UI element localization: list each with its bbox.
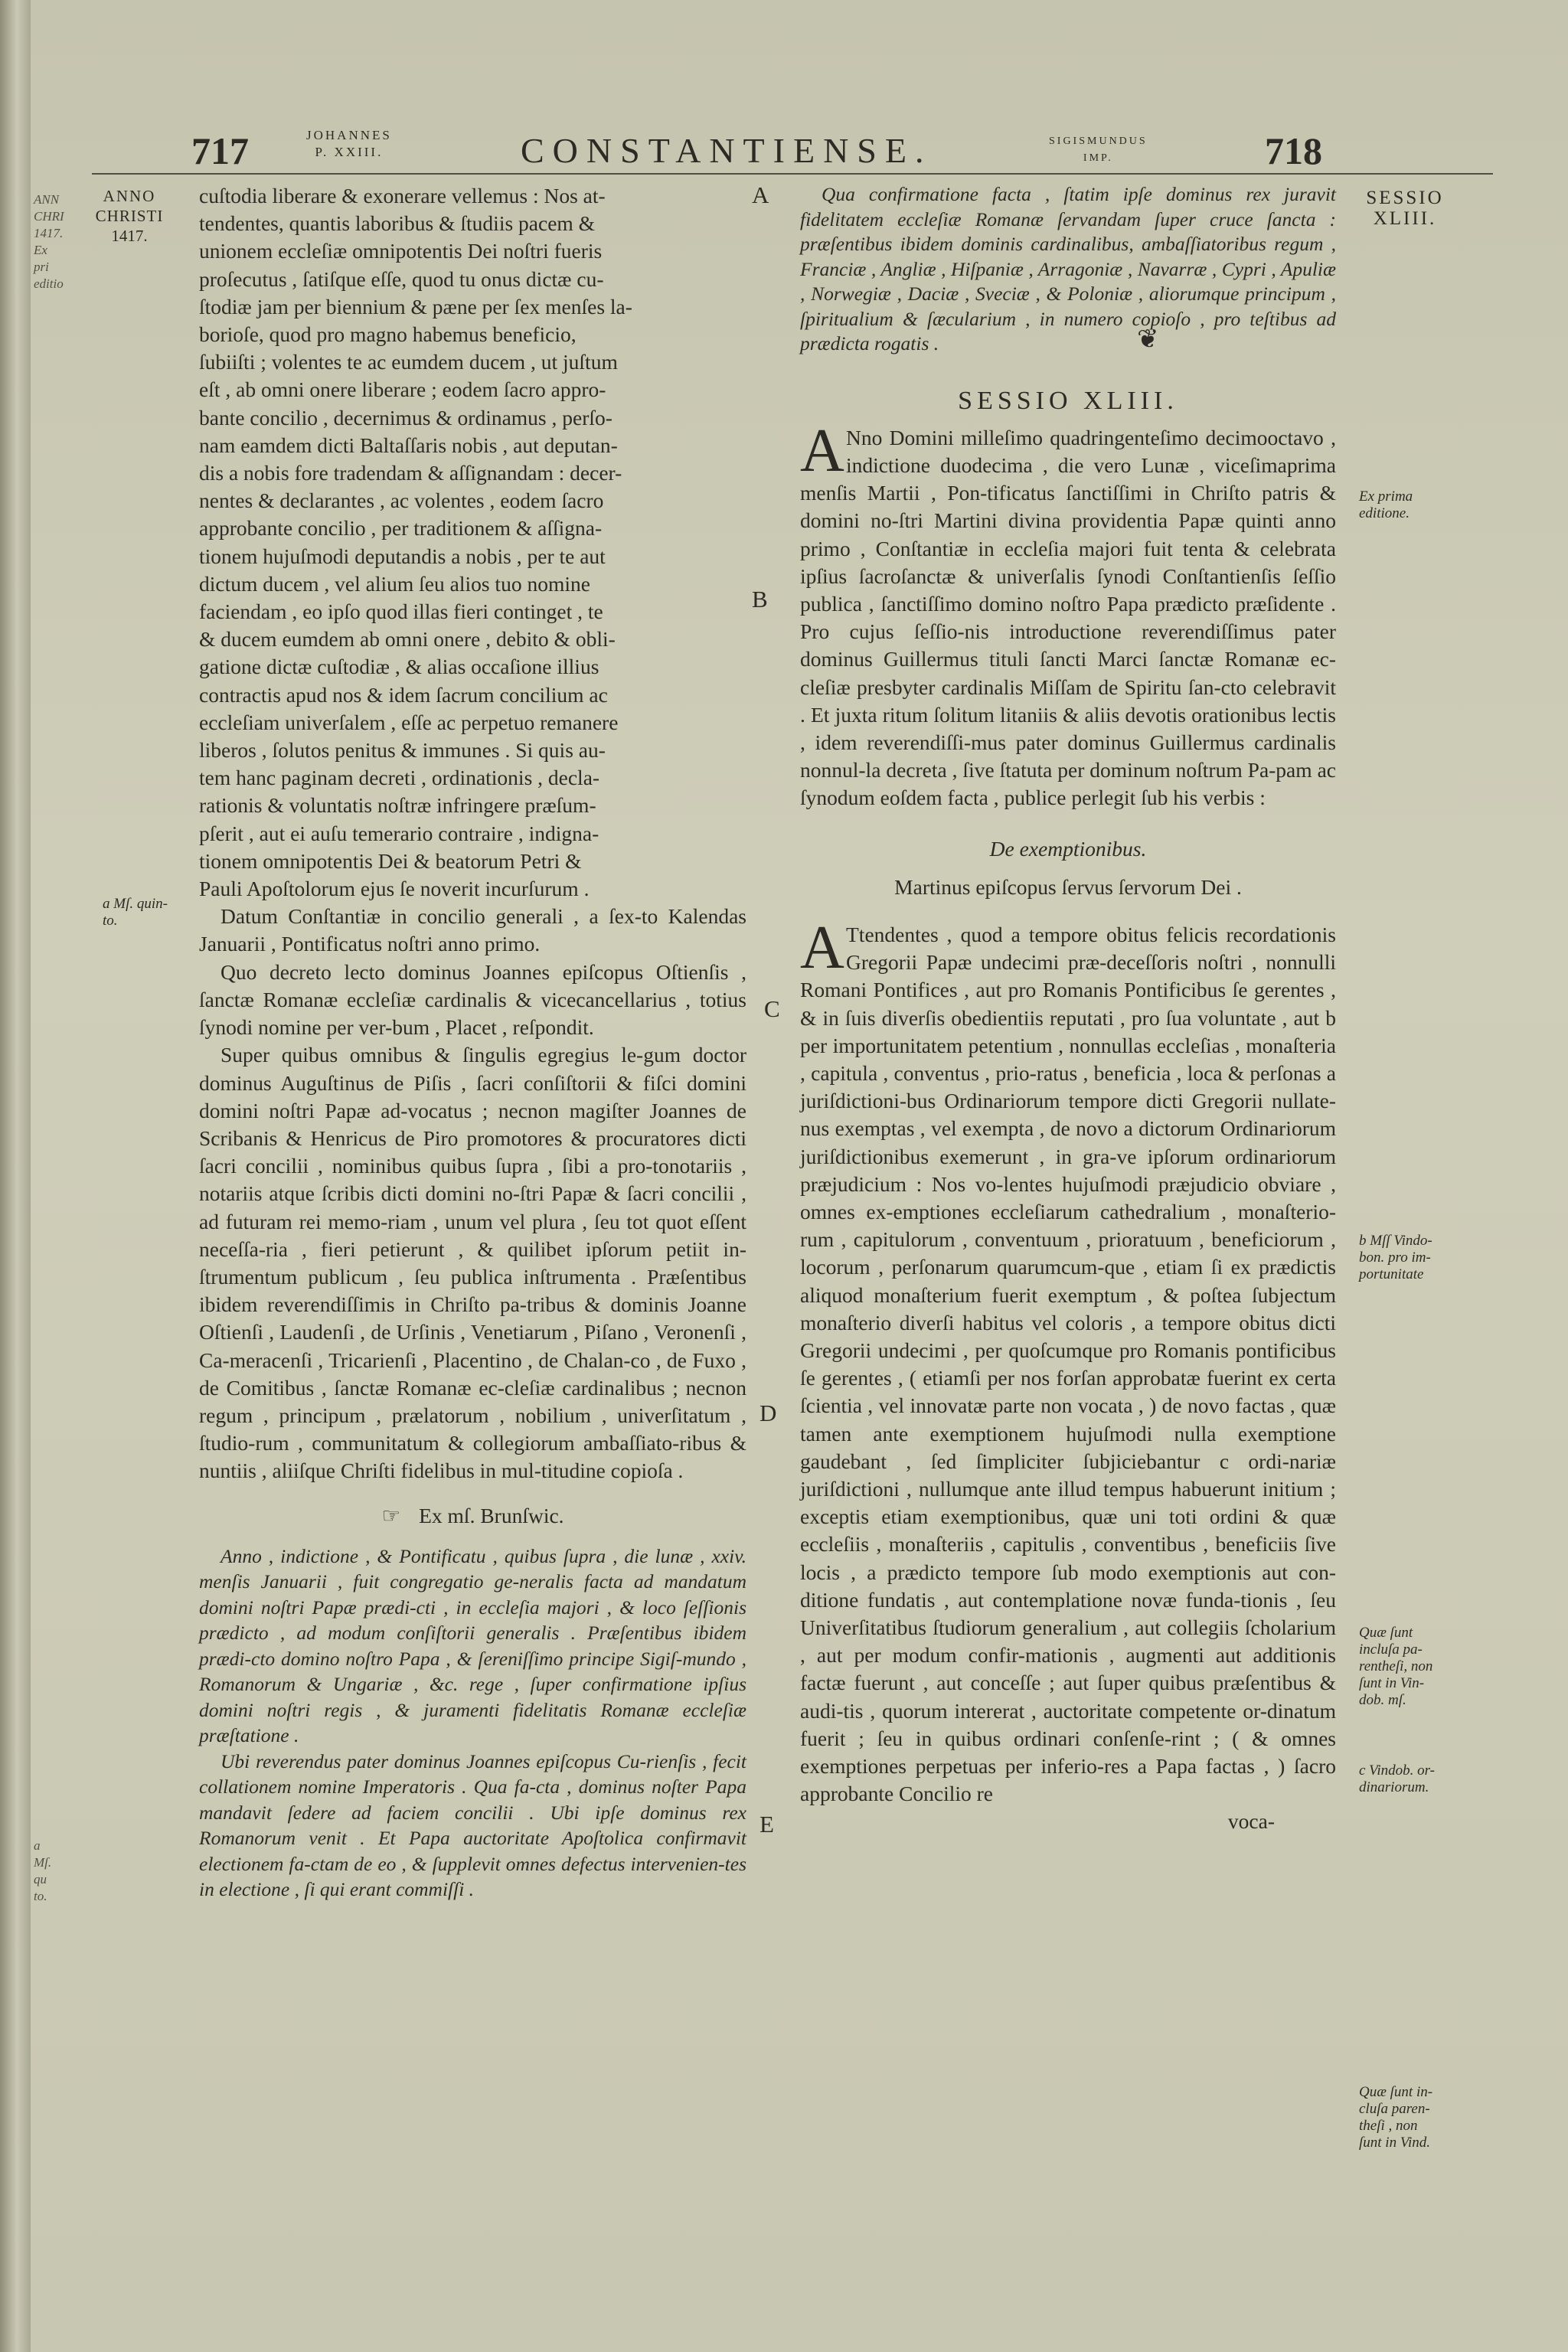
anno-christi-label: ANNO CHRISTI 1417. xyxy=(95,187,164,245)
running-header xyxy=(31,115,1568,172)
ex-ms-paragraph-1: Anno , indictione , & Pontificatu , quibus ſupra , die lunæ , xxiv. menſis Januarii , fuit congregatio ge-neralis facta ad mandatum domini noſtri Papæ prædi-cti , in eccleſia majori , & loco ſeſſionis prædicto , ad modum conſiſtorii generalis . Præſentibus ibidem prædi-cto domino noſtro Papa , & ſereniſſimo principe Sigiſ-mundo , Romanorum & Ungariæ , &c. rege , ſuper confirmatione ipſius domini noſtri regis , & juramenti fidelitatis Romanæ eccleſiæ præſtatione . xyxy=(199,1544,746,1747)
section-letter-c: C xyxy=(764,995,780,1022)
text-line: & ducem eumdem ab omni onere , debito & obli- xyxy=(199,627,616,652)
text-line: tem hanc paginam decreti , ordinationis , decla- xyxy=(199,766,600,790)
drop-cap: A xyxy=(800,913,844,982)
left-heading: JOHANNES P. XXIII. xyxy=(306,128,392,159)
confirmatione-paragraph: Qua confirmatione facta , ſtatim ipſe dominus rex juravit fidelitatem eccleſiæ Romanæ ſervandam ſuper cruce ſancta : præſentibus ibidem dominis cardinalibus, ambaſſiatoribus regum , Franciæ , Angliæ , Hiſpaniæ , Arragoniæ , Navarræ , Cypri , Apuliæ , Norwegiæ , Daciæ , Sveciæ , & Poloniæ , aliorumque principum , ſpiritualium & ſæcularium , in numero copioſo , pro teſtibus ad prædicta rogatis . xyxy=(800,183,1336,354)
text-line: liberos , ſolutos penitus & immunes . Si quis au- xyxy=(199,738,606,763)
text-line: unionem eccleſiæ omnipotentis Dei noſtri fueris xyxy=(199,239,603,263)
text-line: rationis & voluntatis noſtræ infringere præſum- xyxy=(199,793,596,818)
text-line: tionem omnipotentis Dei & beatorum Petri & xyxy=(199,848,582,873)
pointing-hand-icon: ☞ xyxy=(381,1503,401,1527)
header-rule xyxy=(92,173,1493,175)
text-line: dictum ducem , vel alium ſeu alios tuo nomine xyxy=(199,571,590,596)
de-exemptionibus-heading: De exemptionibus. xyxy=(989,836,1147,861)
sessio-paragraph: A Nno Domini milleſimo quadringenteſimo decimooctavo , indictione duodecima , die vero Lunæ , viceſimaprima menſis Martii , Pon-tificatus ſanctiſſimi in Chriſto patris & domini no-ſtri Martini divina providentia Papæ quinti anno primo , Conſtantiæ in eccleſia majori fuit tenta & celebrata ipſius ſacroſanctæ & univerſalis ſynodi Conſtantienſis ſeſſio publica , ſanctiſſimo domino noſtro Papa prædicto præſidente . Pro cujus ſeſſio-nis introductione reverendiſſimus pater dominus Guillermus tituli ſancti Marci ſanctæ Romanæ ec-cleſiæ presbyter cardinalis Miſſam de Spiritu ſan-cto celebravit . Et juxta ritum ſolitum litaniis & aliis devotis orationibus lectis , idem reverendiſſi-mus pater dominus Guillermus cardinalis nonnul-la decreta , ſive ſtatuta per dominum noſtrum Pa-pam ac ſynodum eoſdem facta , publice perlegit ſub his verbis : xyxy=(800,416,1336,810)
text-line: cuſtodia liberare & exonerare vellemus : Nos at- xyxy=(199,184,606,207)
text-line: ſtodiæ jam per biennium & pæne per ſex menſes la- xyxy=(199,294,632,318)
facing-page-fragment-top: ANN CHRI 1417. Ex pri editio xyxy=(34,192,64,291)
book-spine-shadow xyxy=(0,0,31,2352)
drop-cap: A xyxy=(800,416,844,485)
text-line: eccleſiam univerſalem , eſſe ac perpetuo remanere xyxy=(199,710,619,734)
quo-decreto-paragraph: Quo decreto lecto dominus Joannes epiſcopus Oſtienſis , ſanctæ Romanæ eccleſiæ cardinalis & vicecancellarius , totius ſynodi nomine per ver-bum , Placet , reſpondit. xyxy=(199,959,746,1040)
right-page-number: 718 xyxy=(1265,129,1322,172)
text-line: dis a nobis fore tradendam & aſſignandam : decer- xyxy=(199,461,622,485)
super-quibus-paragraph: Super quibus omnibus & ſingulis egregius le-gum doctor dominus Auguſtinus de Piſis , ſacri conſiſtorii & fiſci domini domini noſtri Papæ ad-vocatus ; necnon magiſter Joannes de Scribanis & Henricus de Piro promotores & procuratores dicti ſacri concilii , nominibus quibus ſupra , ſibi a pro-tonotariis , notariis atque ſcribis dicti domini no-ſtri Papæ & ſacri concilii , ad futuram rei memo-riam , unum vel plura , ſeu tot quot eſſent neceſſa-ria , fieri petierunt , & quilibet ipſorum petiit in-ſtrumentum publicum , ſeu publica inſtrumenta . Præſentibus ibidem reverendiſſimis in Chriſto pa-tribus & dominis Joanne Oſtienſi , Laudenſi , de Urſinis , Venetiarum , Piſano , Veronenſi , Ca-meracenſi , Tricarienſi , Placentino , de Chalan-co , de Fuxo , de Comitibus , ſanctæ Romanæ ec-cleſiæ cardinalibus ; necnon regum , principum , prælatorum , nobilium , univerſitatum , ſtudio-rum , communitatum & collegiorum ambaſſiato-ribus & nuntiis , aliiſque Chriſti fidelibus in mul-titudine copioſa . xyxy=(199,1043,746,1483)
margin-note-quae-sunt-1: Quæ ſunt incluſa pa- rentheſi, non ſunt in Vin- dob. mſ. xyxy=(1359,1625,1433,1708)
section-letter-e: E xyxy=(760,1811,774,1838)
text-line: faciendam , eo ipſo quod illas fieri continget , te xyxy=(199,599,603,624)
text-line: ſubiiſti ; volentes te ac eumdem ducem , ut juſtum xyxy=(199,350,618,374)
text-line: nam eamdem dicti Baltaſſaris nobis , aut deputan- xyxy=(199,433,618,457)
text-line: tionem hujuſmodi deputandis a nobis , per te aut xyxy=(199,544,606,568)
decree-text xyxy=(199,182,746,903)
margin-note-quae-sunt-2: Quæ ſunt in- cluſa paren- theſi , non ſunt in Vind. xyxy=(1359,2084,1433,2151)
text-line: contractis apud nos & idem ſacrum concilium ac xyxy=(199,682,608,707)
section-letter-b: B xyxy=(752,586,768,612)
margin-note-c: c Vindob. or- dinariorum. xyxy=(1359,1762,1435,1795)
ex-ms-paragraph-2: Ubi reverendus pater dominus Joannes epiſcopus Cu-rienſis , fecit collationem nomine Imperatoris . Qua fa-cta , dominus noſter Papa mandavit ſedere ad faciem concilii . Ubi ipſe dominus rex Romanorum venit . Et Papa auctoritate Apoſtolica confirmavit electionem fa-ctam de eo , & ſupplevit omnes defectus intervenien-tes in electione , ſi qui erant commiſſi . xyxy=(199,1749,746,1901)
section-letter-a: A xyxy=(752,181,769,208)
sessio-heading: SESSIO XLIII. xyxy=(958,386,1178,415)
right-heading: SIGISMUNDUS IMP. xyxy=(1049,136,1148,164)
datum-paragraph: Datum Conſtantiæ in concilio generali , a ſex-to Kalendas Januarii , Pontificatus noſtri anno primo. xyxy=(199,904,746,956)
text-line: bante concilio , decernimus & ordinamus , perſo- xyxy=(199,405,612,430)
margin-note-a: a Mſ. quin- to. xyxy=(103,896,168,929)
text-line: nentes & declarantes , ac volentes , eodem ſacro xyxy=(199,488,604,513)
left-column xyxy=(199,182,746,1903)
margin-note-b: b Mſſ Vindo- bon. pro im- portunitate xyxy=(1359,1233,1432,1282)
catchword: voca- xyxy=(1227,1809,1275,1834)
text-line: gatione dictæ cuſtodiæ , & alias occaſione illius xyxy=(199,655,599,679)
text-line: tendentes, quantis laboribus & ſtudiis pacem & xyxy=(199,211,596,236)
text-line: proſecutus , ſatiſque eſſe, quod tu onus dictæ cu- xyxy=(199,266,604,291)
margin-note-ex-prima: Ex prima editione. xyxy=(1359,488,1413,521)
left-page-number: 717 xyxy=(191,129,249,172)
facing-page-fragment-bottom: a Mſ. qu to. xyxy=(34,1838,52,1903)
attendentes-paragraph: A Ttendentes , quod a tempore obitus felicis recordationis Gregorii Papæ undecimi præ-deceſſoris noſtri , nonnulli Romani Pontifices , aut pro Romanis Pontificibus ſe gerentes , & in ſuis diverſis obedientiis reputati , pro ſua voluntate , aut b per importunitatem petentium , nonnullas eccleſias , monaſteria , capitula , conventus , prio-ratus , beneficia , loca & perſonas a juriſdictioni-bus Ordinariorum tempore dicti Gregorii nullate-nus exemptas , vel exempta , de novo a dictorum Ordinariorum juriſdictionibus exemerunt , in gra-ve ipſorum ordinariorum præjudicium : Nos vo-lentes hujuſmodi præjudicio obviare , omnes ex-emptiones eccleſiarum cathedralium , monaſterio-rum , capitulorum , conventuum , prioratuum , beneficiorum , locorum , perſonarum quarumcum-que , etiam ſi ex prædictis aliquod monaſterium fuerit exemptum , & poſtea ſubjectum monaſterio diverſi habitus vel coloris , a tempore obitus dicti Gregorii undecimi , per quoſcumque pro Romanis pontificibus ſe gerentes , ( etiamſi per nos forſan approbatæ fuerint ex certa ſcientia , vel innovatæ parte non vocata , ) de novo factas , quæ tamen ante exemptionem hujuſmodi nulla exemptione gaudebant , ſed ſimpliciter ſubjiciebantur c ordi-nariæ juriſdictioni , nullumque ante illud tempus habuerunt initium ; exceptis etiam exemptionibus, quæ uni toti ordini & quæ eccleſiis , monaſteriis , capitulis , conventibus , beneficiis ſive locis , a prædicto tempore ſub modo exemptionis aut con-ditione fundatis , aut contemplatione novæ funda-tionis , ſeu Univerſitatibus ſtudiorum generalium , aut collegiis ſcholarium , aut per modum confir-mationis , augmenti aut additionis factæ fuerunt , aut conceſſe ; aut ſuper quibus præſentibus & audi-tis , quorum intererat , auctoritate competente or-dinatum fuerit ; ſeu in quibus ordinari conſenſe-rint ; ( & omnes exemptiones perpetuas per inferio-res a Papa factas , ) ſacro approbante Concilio re xyxy=(800,913,1336,1806)
book-page xyxy=(31,0,1568,2352)
martinus-heading: Martinus epiſcopus ſervus ſervorum Dei . xyxy=(894,874,1242,899)
text-line: borioſe, quod pro magno habemus beneficio, xyxy=(199,322,577,347)
text-line: Pauli Apoſtolorum ejus ſe noverit incurſurum . xyxy=(199,877,590,901)
ex-ms-brunswic-heading: ☞ Ex mſ. Brunſwic. xyxy=(381,1503,564,1527)
fleuron-ornament-icon: ❦ xyxy=(1137,325,1159,354)
right-column xyxy=(800,182,1336,1836)
section-letter-d: D xyxy=(760,1400,777,1426)
sessio-margin-label: SESSIO XLIII. xyxy=(1366,188,1444,229)
running-title: CONSTANTIENSE. xyxy=(521,131,933,170)
text-line: eſt , ab omni onere liberare ; eodem ſacro appro- xyxy=(199,377,606,402)
text-line: pſerit , aut ei auſu temerario contraire , indigna- xyxy=(199,821,599,845)
text-line: approbante concilio , per traditionem & aſſigna- xyxy=(199,516,603,541)
